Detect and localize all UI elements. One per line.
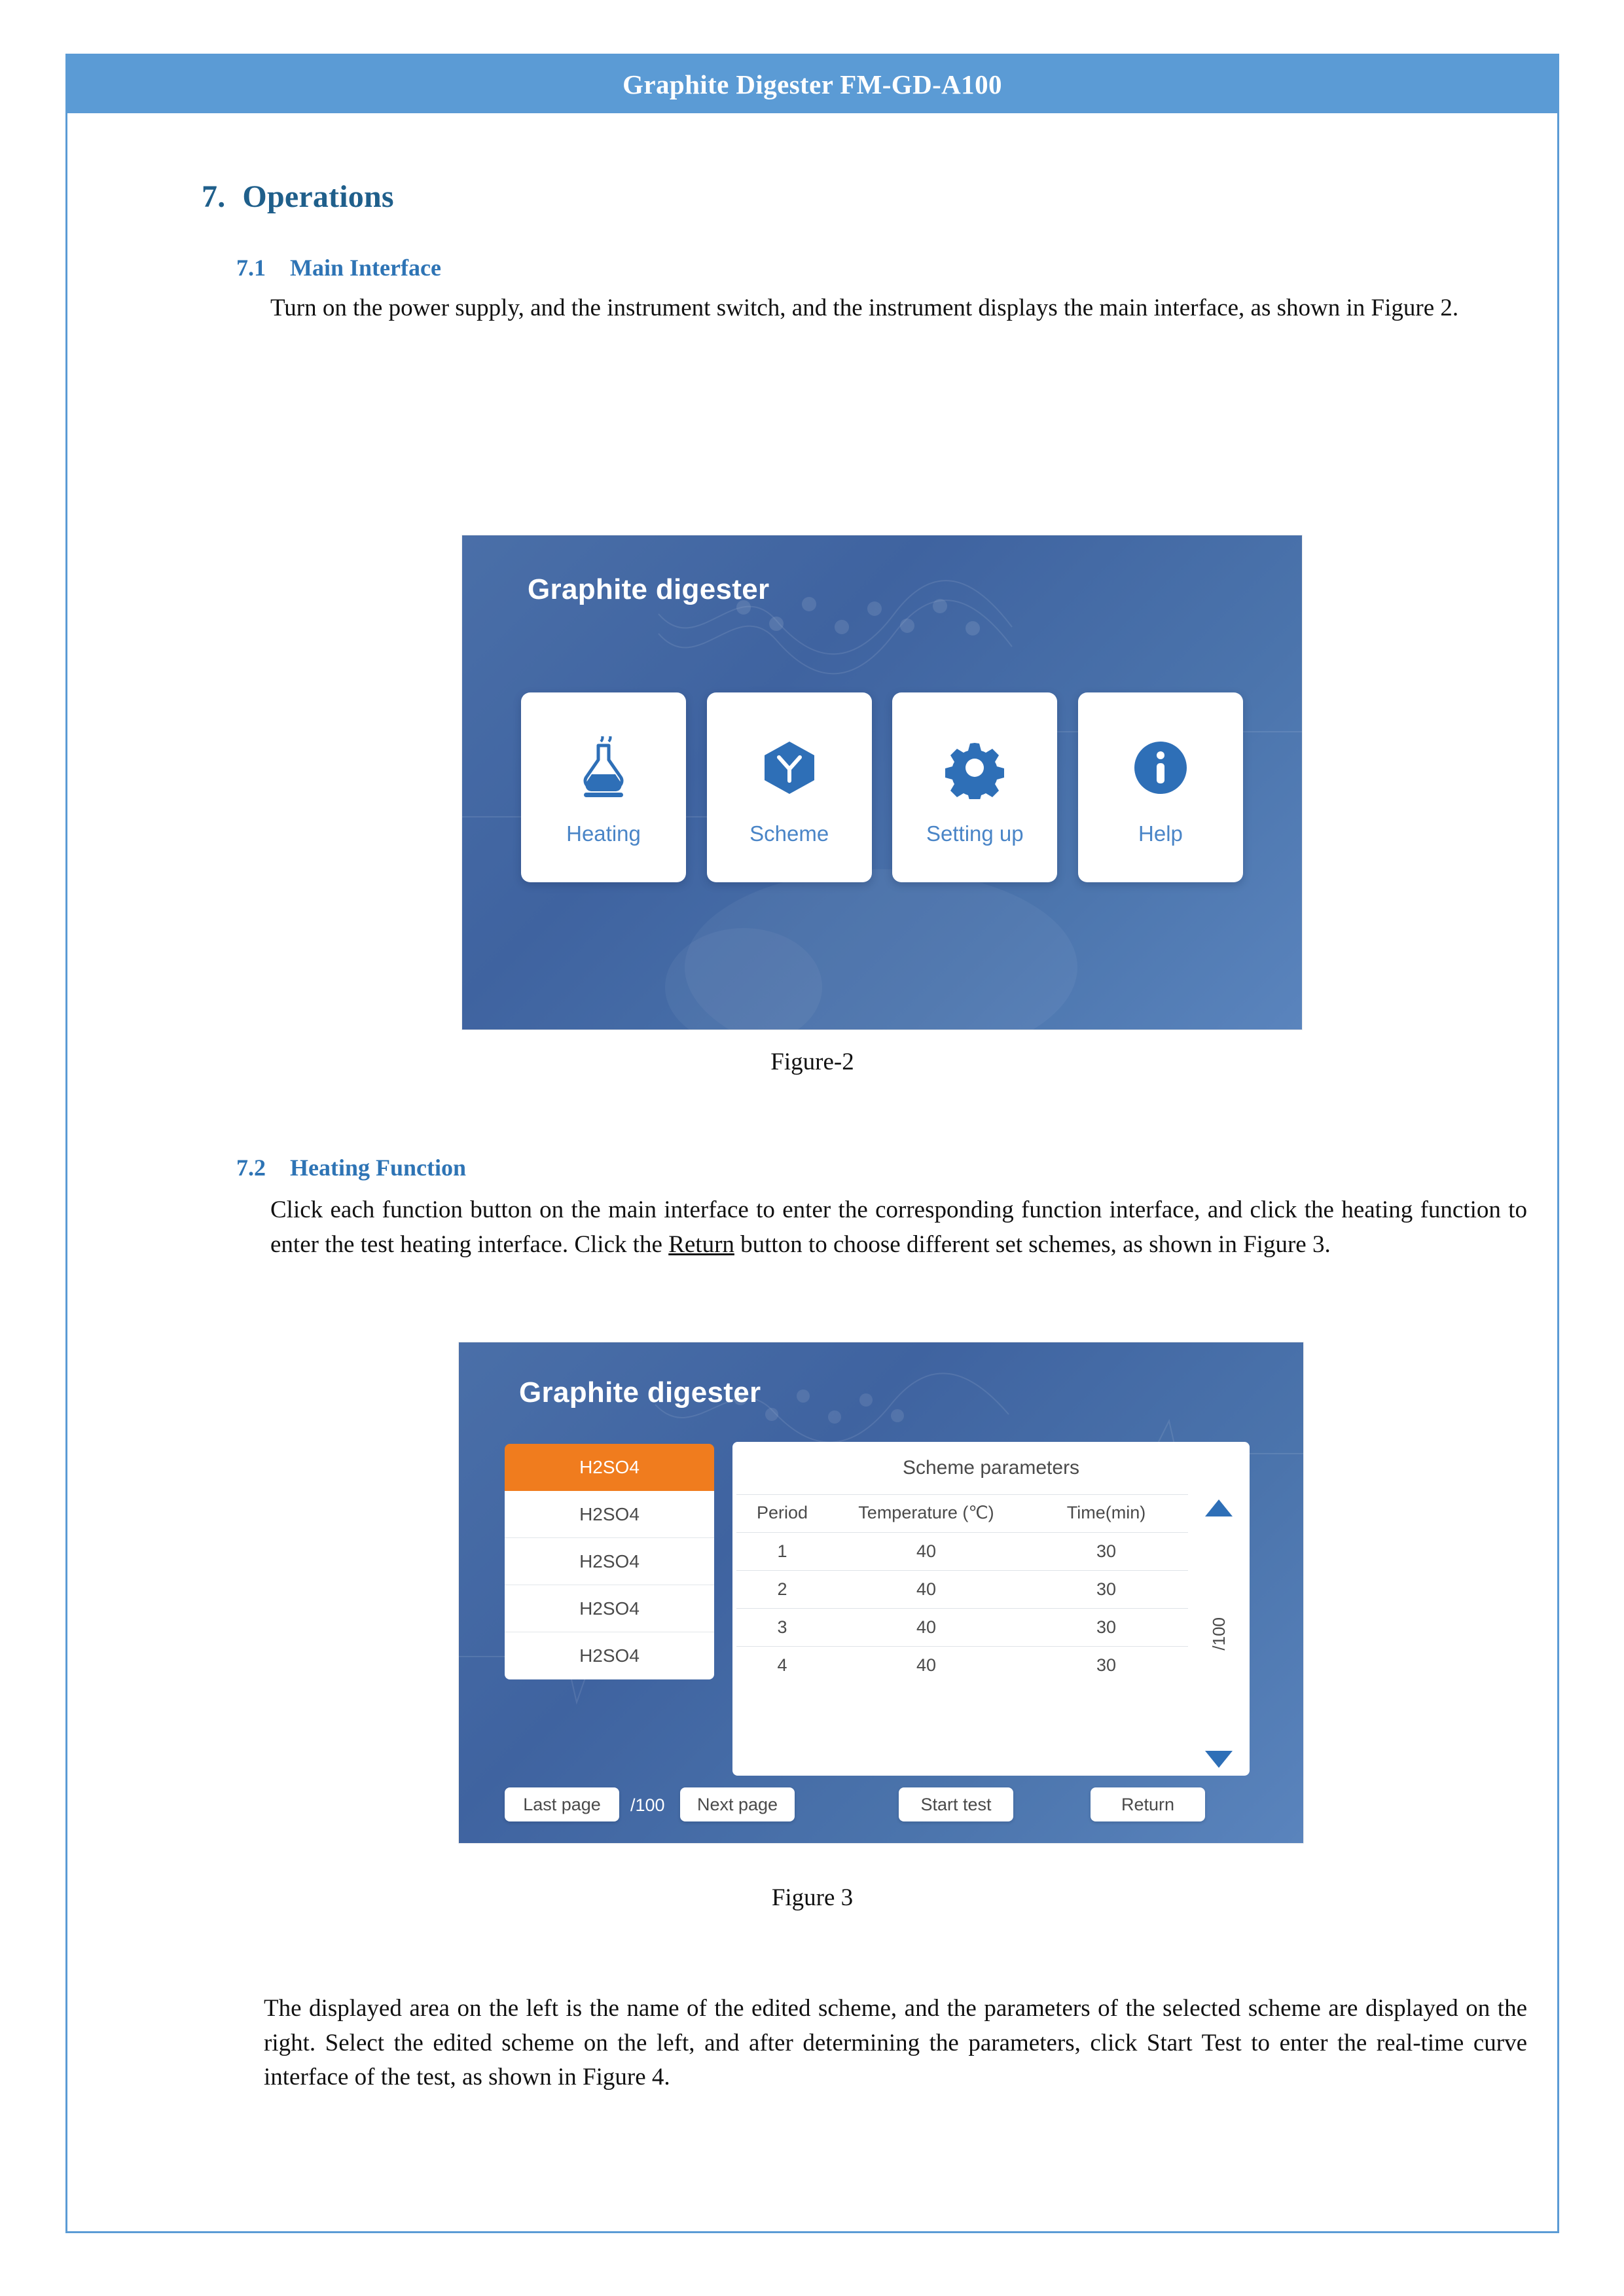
scheme-label-2: H2SO4 xyxy=(579,1503,640,1524)
tile-label-heating: Heating xyxy=(566,821,641,846)
cell-period-3: 3 xyxy=(736,1609,828,1647)
page-header-title: Graphite Digester FM-GD-A100 xyxy=(623,69,1002,99)
cell-period-2: 2 xyxy=(736,1571,828,1609)
return-button-reference: Return xyxy=(668,1230,734,1258)
subsection-heading-heating-function xyxy=(236,1154,466,1181)
figure-3-button-row xyxy=(505,1787,1257,1824)
cell-time-1: 30 xyxy=(1024,1533,1188,1571)
scheme-parameters-panel xyxy=(732,1442,1250,1776)
scheme-label-1: H2SO4 xyxy=(579,1457,640,1477)
cell-temperature-4: 40 xyxy=(916,1655,937,1675)
scroll-down-icon[interactable] xyxy=(1205,1751,1233,1768)
tile-help[interactable] xyxy=(1078,692,1243,882)
paragraph-heating-function xyxy=(270,1193,1527,1262)
subsection-title-main-interface: Main Interface xyxy=(290,255,441,281)
tile-heating[interactable] xyxy=(521,692,686,882)
scheme-list-item-1[interactable] xyxy=(505,1444,714,1491)
figure-2-screen-title: Graphite digester xyxy=(528,573,770,605)
scheme-list-item-4[interactable] xyxy=(505,1585,714,1632)
section-heading xyxy=(202,179,394,215)
tile-label-setting-up: Setting up xyxy=(926,821,1024,846)
return-button[interactable] xyxy=(1091,1787,1205,1821)
table-row[interactable] xyxy=(736,1609,1188,1647)
tile-scheme[interactable] xyxy=(707,692,872,882)
cell-time-3: 30 xyxy=(1024,1609,1188,1647)
cell-temperature-1: 40 xyxy=(828,1533,1024,1571)
section-title: Operations xyxy=(242,179,394,214)
tile-label-scheme: Scheme xyxy=(749,821,829,846)
scheme-list xyxy=(505,1444,714,1679)
scheme-parameters-title: Scheme parameters xyxy=(902,1457,1080,1479)
subsection-title-heating-function: Heating Function xyxy=(290,1155,467,1181)
subsection-number-7-2: 7.2 xyxy=(236,1155,266,1181)
page-header xyxy=(67,56,1557,113)
start-test-button[interactable] xyxy=(899,1787,1013,1821)
start-test-label: Start test xyxy=(920,1794,992,1814)
tile-label-help: Help xyxy=(1138,821,1183,846)
cell-temperature-2: 40 xyxy=(828,1571,1024,1609)
table-scroll-controls xyxy=(1193,1499,1244,1768)
next-page-label: Next page xyxy=(696,1794,778,1814)
scheme-list-item-5[interactable] xyxy=(505,1632,714,1679)
info-icon xyxy=(1130,728,1191,807)
subsection-heading-main-interface xyxy=(236,254,441,281)
last-page-label: Last page xyxy=(523,1794,601,1814)
scheme-label-4: H2SO4 xyxy=(579,1598,640,1619)
flask-heating-icon xyxy=(572,728,635,807)
last-page-button[interactable] xyxy=(505,1787,619,1821)
figure-2-tile-bar xyxy=(521,692,1243,882)
paragraph-heating-part-b: button to choose different set schemes, as shown in Figure 3. xyxy=(734,1230,1331,1258)
scheme-label-3: H2SO4 xyxy=(579,1551,640,1571)
next-page-button[interactable] xyxy=(680,1787,795,1821)
cell-time-2: 30 xyxy=(1024,1571,1188,1609)
page-count-label: /100 xyxy=(630,1795,665,1815)
page-content xyxy=(67,113,1557,2231)
table-row[interactable] xyxy=(736,1647,1188,1685)
cell-period-4: 4 xyxy=(777,1655,787,1675)
scroll-up-icon[interactable] xyxy=(1205,1499,1233,1516)
table-header-row xyxy=(736,1495,1188,1533)
column-header-time: Time(min) xyxy=(1024,1495,1188,1533)
cell-period-1: 1 xyxy=(736,1533,828,1571)
column-header-temperature: Temperature (℃) xyxy=(828,1495,1024,1533)
tile-setting-up[interactable] xyxy=(892,692,1057,882)
section-number: 7. xyxy=(202,179,226,214)
figure-3-screen-title: Graphite digester xyxy=(519,1376,761,1408)
document-page xyxy=(65,54,1559,2233)
subsection-number-7-1: 7.1 xyxy=(236,255,266,281)
table-row[interactable] xyxy=(736,1533,1188,1571)
table-row[interactable] xyxy=(736,1571,1188,1609)
gear-icon xyxy=(943,728,1006,807)
figure-3-image xyxy=(459,1342,1303,1843)
cell-time-4: 30 xyxy=(1096,1655,1117,1675)
figure-2-image xyxy=(462,535,1302,1030)
scheme-list-item-3[interactable] xyxy=(505,1538,714,1585)
paragraph-main-interface: Turn on the power supply, and the instrument switch, and the instrument displays the main interface, as shown in Figure 2. xyxy=(270,295,1459,321)
figure-3-caption: Figure 3 xyxy=(771,1884,854,1911)
paragraph-closing: The displayed area on the left is the name of the edited scheme, and the parameters of the selected scheme are displayed on the right. Select the edited scheme on the left, and after determining the parameters, click Start Test to enter the real-time curve interface of the test, as shown in Figure 4. xyxy=(264,1995,1527,2091)
return-label: Return xyxy=(1121,1794,1175,1814)
cell-temperature-3: 40 xyxy=(828,1609,1024,1647)
paragraph-heating-part-a: Click each function button on the main interface to enter the corresponding function interface, and click the heating function to enter the test heating interface. Click the xyxy=(270,1196,1527,1258)
figure-2-caption: Figure-2 xyxy=(770,1049,854,1075)
scroll-page-indicator: /100 xyxy=(1208,1617,1229,1651)
scheme-list-item-2[interactable] xyxy=(505,1491,714,1538)
column-header-period: Period xyxy=(736,1495,828,1533)
scheme-label-5: H2SO4 xyxy=(579,1645,640,1666)
scheme-cube-icon xyxy=(759,728,820,807)
scheme-parameters-table xyxy=(736,1494,1188,1684)
